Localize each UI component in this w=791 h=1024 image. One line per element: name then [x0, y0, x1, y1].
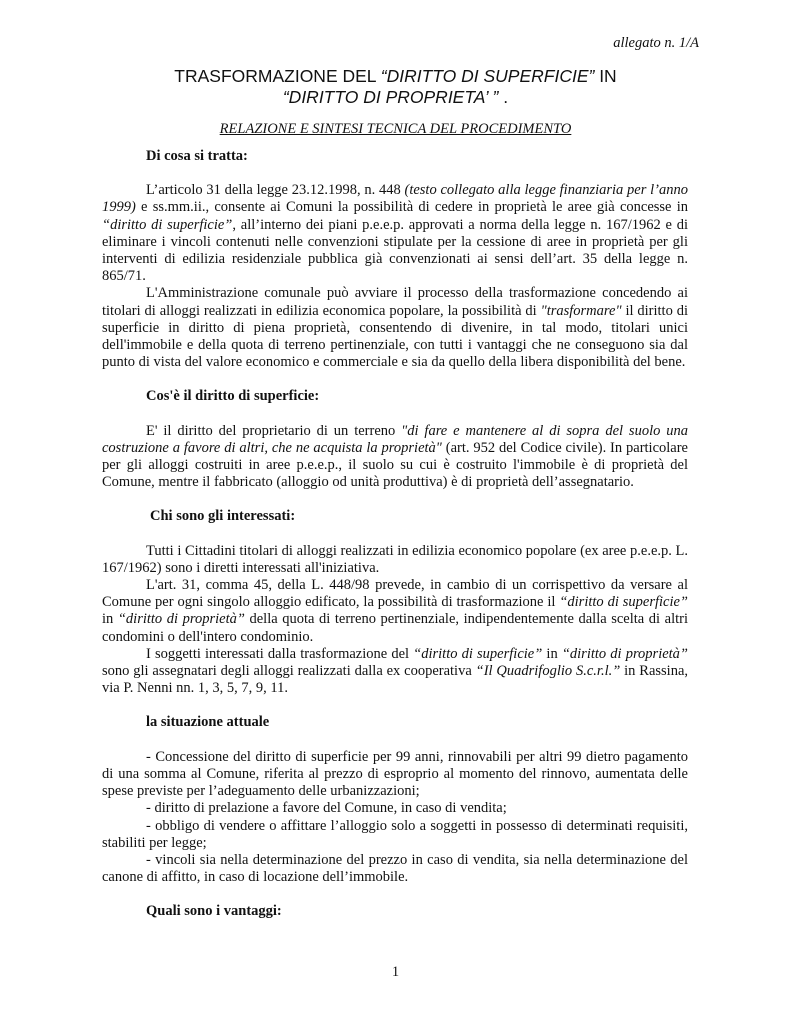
page-number: 1 [391, 964, 400, 980]
list-item: - obbligo di vendere o affittare l’alloggio solo a soggetti in possesso di determinati requisiti, stabiliti per legge; [102, 817, 688, 851]
section-heading-surface-right: Cos'è il diritto di superficie: [146, 388, 320, 405]
title-text-5: . [498, 87, 509, 107]
title-text-1: TRASFORMAZIONE DEL [174, 66, 381, 86]
list-item: - Concessione del diritto di superficie per 99 anni, rinnovabili per altri 99 dietro pagamento di una somma al Comune, riferita al prezzo di esproprio al momento del rinnovo, aumentata delle spese previste per l’adeguamento delle urbanizzazioni; [102, 748, 688, 800]
paragraph-article-31: L’articolo 31 della legge 23.12.1998, n. 448 (testo collegato alla legge finanziaria per l’anno 1999) e ss.mm.ii., consente ai Comuni la possibilità di cedere in proprietà le aree già concesse in “diritto di superficie”, all’interno dei piani p.e.e.p. approvati a norma della legge n. 167/1962 e di eliminare i vincoli contenuti nelle convenzioni stipulate per la cessione di aree in proprietà per gli interventi di edilizia residenziale pubblica già convenzionati ai sensi dell’art. 35 della legge n. 865/71. [102, 182, 689, 285]
title-text-2: “DIRITTO DI SUPERFICIE” [380, 66, 595, 86]
section-heading-interested: Chi sono gli interessati: [150, 508, 296, 525]
section-heading-what: Di cosa si tratta: [146, 148, 248, 164]
section-heading-advantages: Quali sono i vantaggi: [146, 903, 282, 920]
title-text-4: “DIRITTO DI PROPRIETA’ ” [282, 87, 499, 107]
paragraph-citizens: Tutti i Cittadini titolari di alloggi realizzati in edilizia economico popolare (ex aree p.e.e.p. L. 167/1962) sono i diretti interessati all'iniziativa. [102, 542, 688, 576]
list-item: - diritto di prelazione a favore del Comune, in caso di vendita; [146, 800, 507, 817]
paragraph-surface-right: E' il diritto del proprietario di un terreno "di fare e mantenere al di sopra del suolo una costruzione a favore di altri, che ne acquista la proprietà" (art. 952 del Codice civile). In particolare per gli alloggi costruiti in aree p.e.e.p., il suolo su cui è costruito l'immobile è di proprietà del Comune, mentre il fabbricato (alloggio od unità produttiva) è di proprietà dell’assegnatario. [102, 422, 689, 491]
paragraph-administration: L'Amministrazione comunale può avviare il processo della trasformazione concedendo ai titolari di alloggi realizzati in edilizia economica popolare, la possibilità di "trasformare" il diritto di superficie in diritto di piena proprietà, consentendo di divenire, in tal modo, titolari unici dell'immobile e della quota di terreno pertinenziale, con tutti i vantaggi che ne conseguono sia dal punto di vista del valore economico e commerciale e sia da quello della libera disponibilità del bene. [102, 285, 689, 371]
document-title [0, 66, 791, 108]
list-item: - vincoli sia nella determinazione del prezzo in caso di vendita, sia nella determinazione del canone di affitto, in caso di locazione dell’immobile. [102, 851, 688, 886]
document-subtitle: RELAZIONE E SINTESI TECNICA DEL PROCEDIMENTO [219, 121, 572, 137]
title-text-3: IN [594, 66, 617, 86]
attachment-label: allegato n. 1/A [613, 35, 699, 51]
paragraph-art-31-comma-45: L'art. 31, comma 45, della L. 448/98 prevede, in cambio di un corrispettivo da versare al Comune per ogni singolo alloggio edificato, la possibilità di trasformazione il “diritto di superficie” in “diritto di proprietà” della quota di terreno pertinenziale, indipendentemente dalla scelta di altri condomini o dell'intero condominio. [102, 577, 689, 645]
document-body [102, 148, 688, 921]
section-heading-current-situation: la situazione attuale [146, 714, 270, 731]
paragraph-subjects: I soggetti interessati dalla trasformazione del “diritto di superficie” in “diritto di proprietà” sono gli assegnatari degli alloggi realizzati dalla ex cooperativa “Il Quadrifoglio S.c.r.l.” in Rassina, via P. Nenni nn. 1, 3, 5, 7, 9, 11. [102, 645, 689, 697]
